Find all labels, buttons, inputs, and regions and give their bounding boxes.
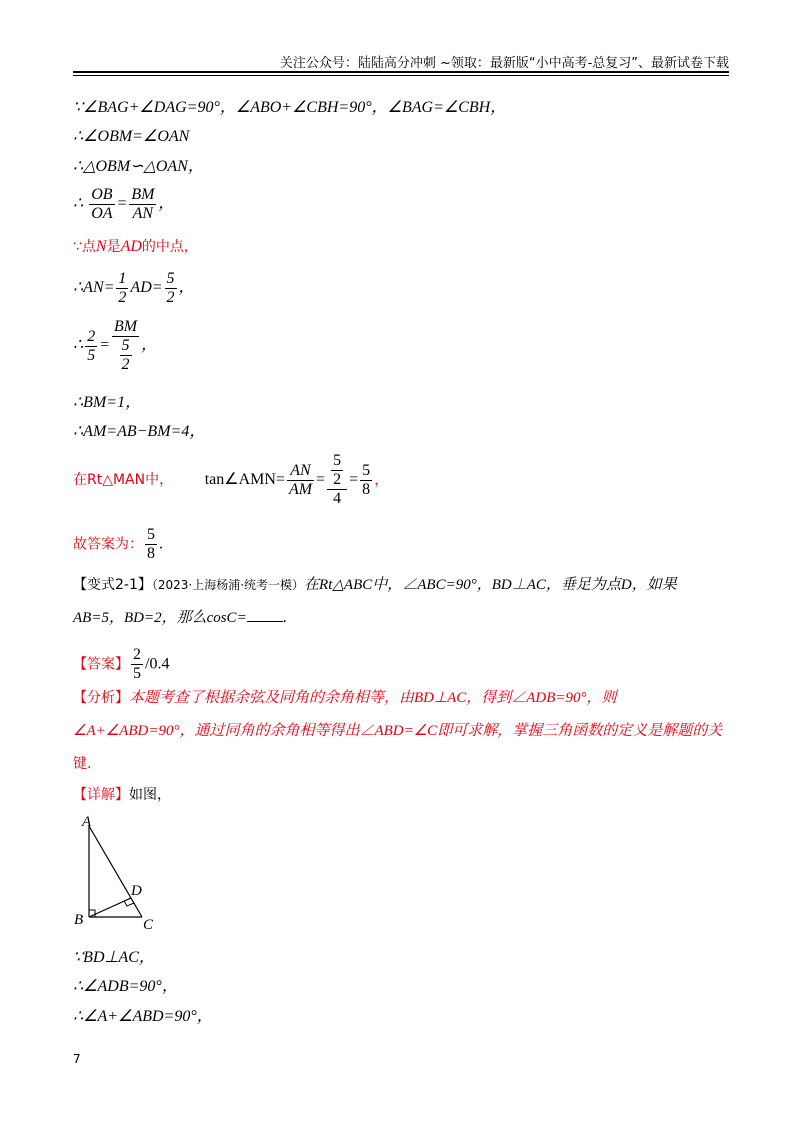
answer-alt-value: /0.4 [145,655,170,673]
punctuation: ， [158,195,175,213]
fraction-numerator: 5 [333,452,342,469]
fraction-numerator: 2 [87,327,96,345]
therefore-symbol: ∴ [73,195,84,213]
punctuation: ， [374,470,390,488]
analysis-line-3: 键. [73,756,92,772]
proof-line-6 [73,270,195,307]
text-segment: 的中点， [141,239,198,255]
fraction-denominator: 5 [87,346,96,364]
answer-row [73,646,169,683]
label-b: B [74,912,84,928]
punctuation: ， [178,279,195,297]
math-text: tan∠AMN= [204,471,285,488]
fraction-numerator: 2 [133,646,141,663]
proof-line-1: ∵∠BAG+∠DAG=90°，∠ABO+∠CBH=90°，∠BAG=∠CBH， [73,99,507,116]
fraction-denominator: 2 [118,289,127,306]
triangle-figure [73,812,173,934]
fraction-one-half [116,270,128,307]
text-segment: 故答案为： [73,536,143,553]
variant-question-line-2 [73,607,287,628]
proof-line-2: ∴∠OBM=∠OAN [73,128,190,145]
fraction-numerator: OB [91,186,113,203]
proof-line-4: ∴ $\frac{OB}{OA}$ = $\frac{BM}{AN}$ ， [73,186,175,222]
question-text: 在Rt△ABC中，∠ABC=90°，BD⊥AC，垂足为点D，如果 [304,577,677,593]
analysis-tag: 【分析】 [73,690,129,706]
math-text: ∴AN= [73,279,115,297]
proof-line-3: ∴△OBM∽△OAN， [73,158,204,175]
proof-line-7: ∴ $\frac{2}{5}$ = $\frac{BM}{\frac{5}{2}}$ ， [73,318,158,373]
fraction-ob-oa [89,186,114,223]
question-text: AB=5，BD=2，那么cosC= [73,610,247,626]
proof-line-10: 在Rt△MAN中， tan∠AMN= $\frac{AN}{AM}$ = $\frac{\frac{5}{2}}{4}$ = $\frac{5}{8}$ ， [73,452,390,507]
detail-text: 如图， [129,787,171,803]
fraction-denominator: 2 [121,356,130,373]
fraction-two-fifths [85,328,97,365]
label-a: A [82,814,92,830]
fraction-denominator: OA [91,205,113,222]
text-segment: ∵点 [73,239,96,255]
fraction-denominator: 8 [362,480,371,498]
analysis-line-1 [73,687,617,708]
segment-ad-label: AD [120,238,142,255]
fraction-an-am [287,462,314,499]
answer-tag: 【答案】 [73,656,129,673]
header-rule-thick [73,71,729,73]
punctuation: . [159,535,163,553]
page-header: 关注公众号：陆陆高分冲刺 ~领取：最新版“小中高考-总复习”、最新试卷下载 [279,56,729,71]
answer-blank [247,607,283,622]
answer-line [73,526,163,563]
fraction-denominator: 2 [333,471,342,488]
proof-line-8: ∴BM=1， [73,394,142,411]
fraction-denominator: AM [288,480,313,498]
fraction-bm-over-five-halves [112,318,139,374]
proof-line-9: ∴AM=AB−BM=4， [73,423,206,440]
analysis-text: 本题考查了根据余弦及同角的余角相等，由BD⊥AC，得到∠ADB=90°，则 [129,690,617,706]
text-segment: 是 [106,239,121,255]
fraction-denominator: 4 [333,490,342,507]
fraction-numerator: 1 [118,270,127,287]
fraction-five-halves [165,270,177,307]
nested-fraction [120,337,132,374]
fraction-denominator: 8 [147,545,155,562]
fraction-numerator: BM [131,186,155,203]
page-number: 7 [73,1052,81,1066]
fraction-numerator: 5 [362,461,371,479]
fraction-numerator: AN [287,462,314,481]
fraction-answer [145,526,157,563]
nested-fraction [331,452,343,489]
fraction-numerator [327,452,347,490]
variant-source: （2023·上海杨浦·统考一模） [151,578,305,592]
fraction-denominator: 2 [166,289,175,306]
fraction-five-halves-over-four [327,452,347,508]
punctuation: ， [141,336,158,354]
fraction-bm-an [129,186,156,223]
text-segment: 在Rt△MAN中， [73,472,174,488]
header-rule-thin [73,75,729,76]
fraction-numerator: 5 [121,337,130,354]
triangle-diagram [73,812,173,934]
variant-tag: 【变式2-1】 [73,577,152,593]
math-text: AD= [130,279,163,297]
step-line-2: ∴∠ADB=90°， [73,978,178,995]
fraction-denominator: 5 [133,665,141,682]
fraction-denominator: AN [132,205,154,222]
label-c: C [143,917,154,933]
label-d: D [131,883,142,899]
fraction-numerator: BM [113,318,138,335]
fraction-numerator: 5 [166,270,175,287]
punctuation: . [282,609,287,626]
analysis-line-2: ∠A+∠ABD=90°，通过同角的余角相等得出∠ABD=∠C即可求解，掌握三角函数的定义是解题的关 [73,723,723,739]
step-line-3: ∴∠A+∠ABD=90°， [73,1008,213,1025]
detail-line [73,784,171,805]
fraction-five-eighths [360,462,372,499]
fraction-numerator: 5 [147,526,155,543]
detail-tag: 【详解】 [73,787,129,803]
fraction-denominator [112,337,139,374]
therefore-symbol: ∴ [73,336,84,354]
variant-question-line-1 [73,574,677,595]
point-n-label: N [95,238,107,255]
step-line-1: ∵BD⊥AC， [73,949,155,966]
fraction-answer-two-fifths [131,646,143,683]
proof-line-5 [73,236,198,257]
